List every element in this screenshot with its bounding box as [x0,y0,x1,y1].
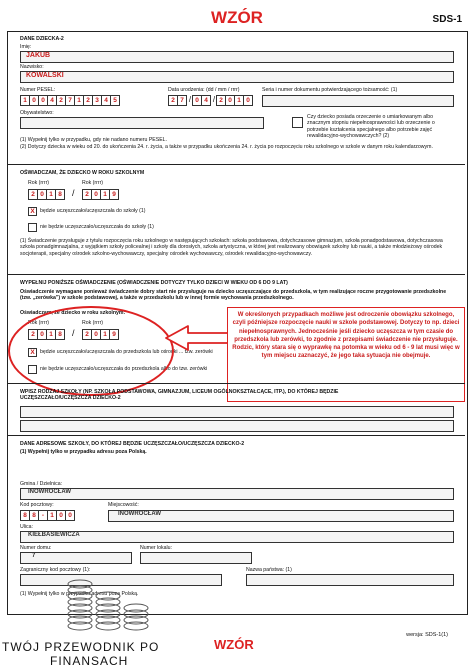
digit-cell: 1 [46,189,56,200]
note-text: W określonych przypadkach możliwe jest odroczenie obowiązku szkolnego, czyli późniejsze rozpoczęcie nauki w szkole podstawowej. Dotyczy to np. dzieci niepełnosprawnych. Jednocześnie jeśli dziecko uczęszcza w tym czasie do przedszkola lub zerówki, to zgodnie z przepisami świadczenie nie przysługuje. Rodzic, który stara się o wyprawkę na potomka w wieku od 6 - 9 lat musi więc w tym miejscu zaznaczyć, że jego taka sytuacja nie obejmuje. [232,312,460,360]
section-divider [8,164,465,165]
digit-cell: 1 [47,510,57,521]
digit-cell: 0 [192,95,202,106]
form-title: WZÓR [211,8,263,27]
digit-cell: 2 [83,95,93,106]
country-label: Nazwa państwa: (1) [246,567,292,573]
street-label: Ulica: [20,524,33,530]
digit-cell: 9 [109,329,119,340]
digit-cell: 5 [110,95,120,106]
digit-cell: 2 [56,95,66,106]
school-year-footnote: (1) Świadczenie przysługuje z tytułu rozpoczęcia roku szkolnego w następujących szkołach: szkoła podstawowa, dotychczasowe gimnazjum, szkoła ponadpodstawowa, dotychczasowa szkoła ponadgimnazjalna, z wyjątkiem szkoły policealnej i szkoły dla dorosłych, szkoła artystyczna, w której jest realizowany obowiązek szkolny lub nauki, a także młodzieżowy ośrodek socjoterapii, specjalny ośrodek szkolno-wychowawczy, specjalny ośrodek wychowawczy, ośrodek rewalidacyjno-wychowawczy. [20,238,443,257]
section-divider [8,435,465,436]
year-slash: / [72,188,75,198]
postal-label: Kod pocztowy: [20,502,54,508]
digit-cell: 3 [92,95,102,106]
disability-question: Czy dziecko posiada orzeczenie o umiarkowanym albo znacznym stopniu niepełnosprawności lub orzeczenie o potrzebie kształcenia specjalnego albo potrzebie zajęć rewalidacyjno-wychowawczych? (2) [307,114,435,139]
school-attend-yes-checkbox[interactable]: X [28,207,37,216]
arrow-left-icon [164,325,230,351]
school-address-title: DANE ADRESOWE SZKOŁY, DO KTÓREJ BĘDZIE UCZĘSZCZAŁO/UCZĘSZCZA DZIECKO-2 [20,441,245,447]
preschool-no-label: nie będzie uczęszczało/uczęszczała do przedszkola albo do tzw. zerówki [40,366,208,372]
street-value: KIEŁBASIEWICZA [28,532,80,538]
school-type-title: WPISZ RODZAJ SZKOŁY (NP. SZKOŁA PODSTAWOWA, GIMNAZJUM, LICEUM OGÓLNOKSZTAŁCĄCE, ITP.), DO KTÓREJ BĘDZIE UCZĘSZCZAŁO/UCZĘSZCZA DZIECKO-2 [20,389,339,402]
foreign-postal-label: Zagraniczny kod pocztowy (1): [20,567,91,573]
child-section-title: DANE DZIECKA-2 [20,36,64,42]
school-type-field-2[interactable] [20,420,454,432]
preschool-to-label: Rok (rrrr) [82,320,104,326]
digit-cell: 4 [201,95,211,106]
birth-date-field[interactable] [169,95,253,106]
school-attend-yes-label: będzie uczęszczało/uczęszczała do szkoły (1) [40,208,146,214]
digit-cell: 2 [28,329,38,340]
digit-cell: 2 [82,189,92,200]
digit-cell: 0 [37,189,47,200]
street-field[interactable] [20,531,454,543]
child-footnote-2: (2) Dotyczy dziecka w wieku od 20. do ukończenia 24. r. życia, a także w przypadku ukończenia 24. r. życia po rozpoczęciu roku szkolnego w szkole w danym roku kalendarzowym. [20,144,433,150]
house-number-field[interactable] [20,552,132,564]
school-year-title: OŚWIADCZAM, ŻE DZIECKO W ROKU SZKOLNYM [20,170,145,176]
form-code: SDS-1 [432,14,462,25]
school-year-from-field[interactable] [29,189,65,200]
preschool-yes-label: będzie uczęszczało/uczęszczała do przedszkola lub ośrodki ... tzw. zerówki [40,349,213,355]
date-separator: / [188,95,192,104]
citizenship-label: Obywatelstwo: [20,110,54,116]
digit-cell: 7 [177,95,187,106]
note-box [227,307,465,402]
gmina-label: Gmina / Dzielnica: [20,481,63,487]
section-divider [8,383,465,384]
site-logo-line-1: TWÓJ PRZEWODNIK PO [2,640,160,654]
digit-cell: 2 [216,95,226,106]
preschool-intro: Oświadczenie wymagane ponieważ świadczenie dobry start nie przysługuje na dziecko uczęszczające do przedszkola, w tym realizujące roczne przygotowanie przedszkolne (tzw. „zerówka”) w szkole podstawowej, a także w przedszkolu lub w innej formie wychowania przedszkolnego. [20,289,447,302]
digit-cell: 4 [101,95,111,106]
school-year-to-label: Rok (rrrr) [82,180,104,186]
school-address-footnote: (1) Wypełnij tylko w przypadku adresu poza Polską. [20,449,147,455]
birth-date-label: Data urodzenia: (dd / mm / rrrr) [168,87,240,93]
child-footnote-1: (1) Wypełnij tylko w przypadku, gdy nie nadano numeru PESEL. [20,137,168,143]
digit-cell: 8 [55,329,65,340]
digit-cell: 1 [100,189,110,200]
digit-cell: 0 [91,189,101,200]
digit-cell: 2 [82,329,92,340]
school-year-to-field[interactable] [83,189,119,200]
digit-cell: 0 [91,329,101,340]
first-name-label: Imię: [20,44,32,50]
digit-cell: 0 [65,510,75,521]
school-attend-no-label: nie będzie uczęszczało/uczęszczała do szkoły (1) [40,224,154,230]
digit-cell: - [38,510,48,521]
digit-cell: 7 [65,95,75,106]
digit-cell: 2 [168,95,178,106]
digit-cell: 0 [243,95,253,106]
digit-cell: 1 [234,95,244,106]
surname-field[interactable] [20,71,454,83]
year-slash: / [72,328,75,338]
digit-cell: 0 [56,510,66,521]
postal-code-field[interactable] [21,510,75,521]
pesel-label: Numer PESEL: [20,87,56,93]
digit-cell: 4 [47,95,57,106]
digit-cell: 2 [28,189,38,200]
id-document-label: Seria i numer dokumentu potwierdzającego tożsamość: (1) [262,87,398,93]
house-number-label: Numer domu: [20,545,52,551]
digit-cell: 9 [109,189,119,200]
first-name-field[interactable] [20,51,454,63]
surname-value: KOWALSKI [26,72,64,79]
date-separator: / [212,95,216,104]
flat-number-label: Numer lokalu: [140,545,173,551]
section-divider [8,274,465,275]
gmina-value: INOWROCŁAW [28,489,71,495]
address-footnote: (1) Wypełnij tylko w przypadku adresu poza Polską. [20,591,139,597]
city-label: Miejscowość: [108,502,139,508]
school-type-field[interactable] [20,406,454,418]
digit-cell: 1 [20,95,30,106]
id-document-field[interactable] [262,95,454,107]
first-name-value: JAKUB [26,52,51,59]
school-year-from-label: Rok (rrrr) [28,180,50,186]
digit-cell: 8 [20,510,30,521]
flat-number-field[interactable] [140,552,252,564]
country-field[interactable] [246,574,454,586]
digit-cell: 1 [46,329,56,340]
digit-cell: 1 [100,329,110,340]
footer-wzor: WZÓR [214,637,254,652]
preschool-statement: Oświadczam, że dziecko w roku szkolnym: [20,310,126,316]
digit-cell: 0 [38,95,48,106]
gmina-field[interactable] [20,488,454,500]
digit-cell: 0 [225,95,235,106]
city-value: INOWROCŁAW [118,511,161,517]
digit-cell: 0 [37,329,47,340]
citizenship-field[interactable] [20,117,264,129]
digit-cell: 0 [29,95,39,106]
preschool-title: WYPEŁNIJ PONIŻSZE OŚWIADCZENIE (OŚWIADCZENIE DOTYCZY TYLKO DZIECI W WIEKU OD 6 DO 9 LAT) [20,280,288,286]
digit-cell: 1 [74,95,84,106]
surname-label: Nazwisko: [20,64,44,70]
coins-logo-icon [60,574,160,636]
preschool-from-label: Rok (rrrr) [28,320,50,326]
footer-version: wersja: SDS-1(1) [406,632,448,638]
digit-cell: 8 [29,510,39,521]
school-attend-no-checkbox[interactable] [28,223,37,232]
site-logo-line-2: FINANSACH [50,654,129,668]
house-number-value: 7 [32,553,36,559]
preschool-yes-checkbox[interactable]: X [28,348,37,357]
pesel-field[interactable] [21,95,120,106]
digit-cell: 8 [55,189,65,200]
disability-checkbox[interactable] [292,117,303,128]
